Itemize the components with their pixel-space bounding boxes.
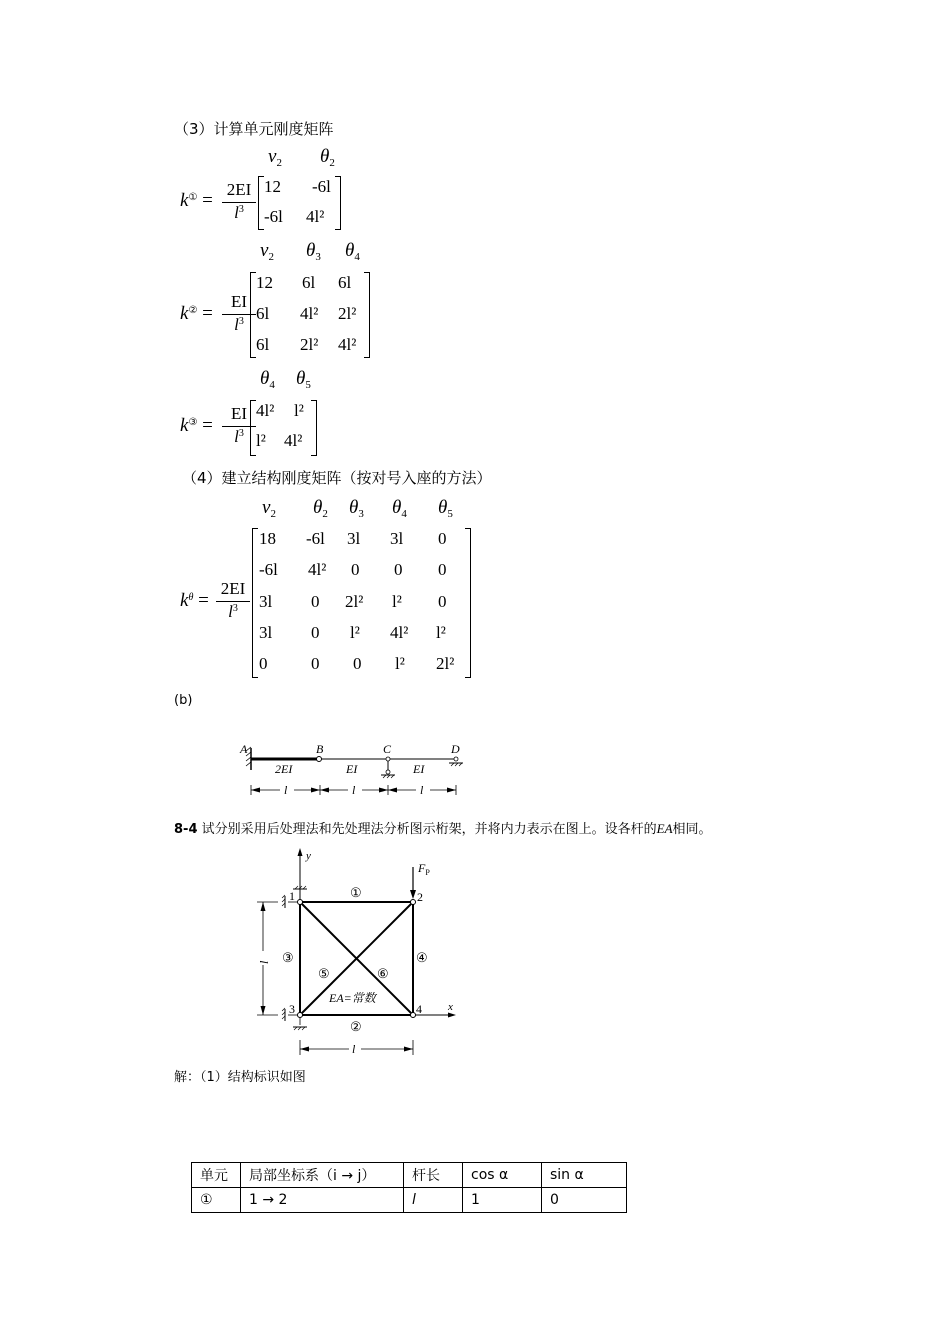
beam-diagram bbox=[230, 735, 480, 810]
m2-r1c2: 6l bbox=[302, 273, 316, 292]
m2-r3c2: 2l² bbox=[300, 335, 319, 354]
truss-ea-label: EA=常数 bbox=[329, 991, 376, 1005]
truss-member-3: ③ bbox=[282, 950, 294, 965]
beam-node-b: B bbox=[316, 742, 324, 756]
m3-col-theta4: $\theta_4$ bbox=[260, 368, 275, 391]
m4-cell: 0 bbox=[259, 654, 268, 673]
m3-r1c1: 4l² bbox=[256, 401, 275, 420]
m4-cell: l² bbox=[436, 623, 446, 642]
truss-node-4: 4 bbox=[416, 1002, 422, 1016]
truss-load: $F_P$ bbox=[418, 861, 430, 877]
truss-member-4: ④ bbox=[416, 950, 428, 965]
m4-cell: 0 bbox=[311, 623, 320, 642]
table-header-row bbox=[192, 1163, 627, 1188]
m2-lhs: k② = bbox=[180, 303, 213, 324]
m1-r1c1: 12 bbox=[264, 177, 281, 196]
m3-coef-num: EI bbox=[230, 404, 248, 423]
m4-cell: -6l bbox=[306, 529, 325, 548]
m4-cell: 0 bbox=[438, 529, 447, 548]
table-cell: 0 bbox=[542, 1188, 627, 1213]
m4-cell: 0 bbox=[351, 560, 360, 579]
beam-node-a: A bbox=[240, 742, 248, 756]
table-header: sin α bbox=[542, 1163, 627, 1188]
m4-cell: -6l bbox=[259, 560, 278, 579]
m4-cell: 0 bbox=[394, 560, 403, 579]
m3-r1c2: l² bbox=[294, 401, 304, 420]
beam-seg-ab: 2EI bbox=[275, 762, 293, 776]
problem-number: 8-4 bbox=[174, 822, 198, 837]
truss-node-2: 2 bbox=[417, 890, 423, 904]
beam-seg-cd: EI bbox=[413, 762, 425, 776]
m1-r2c2: 4l² bbox=[306, 207, 325, 226]
m4-col-theta3: $\theta_3$ bbox=[349, 497, 364, 520]
truss-member-1: ① bbox=[350, 885, 362, 900]
m1-coef-den: $l^3$ bbox=[234, 203, 244, 222]
m3-r2c1: l² bbox=[256, 431, 266, 450]
m4-cell: 2l² bbox=[436, 654, 455, 673]
table-header: cos α bbox=[463, 1163, 542, 1188]
m1-r2c1: -6l bbox=[264, 207, 283, 226]
m4-col-theta4: $\theta_4$ bbox=[392, 497, 407, 520]
m3-lhs: k③ = bbox=[180, 415, 213, 436]
m4-cell: 0 bbox=[353, 654, 362, 673]
m2-coef-den: $l^3$ bbox=[234, 315, 244, 334]
truss-member-6: ⑥ bbox=[377, 966, 389, 981]
m1-lhs: k① = bbox=[180, 190, 213, 211]
m4-coef-num: 2EI bbox=[220, 579, 246, 598]
m2-r2c2: 4l² bbox=[300, 304, 319, 323]
beam-dim-2: l bbox=[352, 783, 356, 797]
m4-coef-den: $l^3$ bbox=[228, 602, 238, 621]
m4-cell: 0 bbox=[438, 592, 447, 611]
table-header: 杆长 bbox=[404, 1163, 463, 1188]
m2-coef-num: EI bbox=[230, 292, 248, 311]
beam-dim-3: l bbox=[420, 783, 424, 797]
m4-cell: 3l bbox=[259, 592, 273, 611]
m2-col-v2: $v_2$ bbox=[260, 240, 274, 263]
m4-cell: 4l² bbox=[390, 623, 409, 642]
beam-seg-bc: EI bbox=[346, 762, 358, 776]
m2-col-theta4: $\theta_4$ bbox=[345, 240, 360, 263]
step3-heading: （3）计算单元刚度矩阵 bbox=[174, 120, 334, 138]
m4-lhs: $k^\theta$ = bbox=[180, 590, 209, 611]
table-cell: ① bbox=[192, 1188, 241, 1213]
table-header: 单元 bbox=[192, 1163, 241, 1188]
m1-col-theta2: $\theta_2$ bbox=[320, 146, 335, 169]
truss-member-2: ② bbox=[350, 1019, 362, 1034]
table-row bbox=[192, 1188, 627, 1213]
truss-dim-horizontal: l bbox=[352, 1042, 356, 1056]
m4-cell: l² bbox=[392, 592, 402, 611]
truss-diagram bbox=[248, 845, 468, 1060]
m4-cell: 0 bbox=[311, 654, 320, 673]
step4-heading: （4）建立结构刚度矩阵（按对号入座的方法） bbox=[182, 469, 492, 487]
m4-col-theta2: $\theta_2$ bbox=[313, 497, 328, 520]
table-cell: 1 → 2 bbox=[241, 1188, 404, 1213]
m2-r2c1: 6l bbox=[256, 304, 270, 323]
m4-cell: 4l² bbox=[308, 560, 327, 579]
m4-cell: 3l bbox=[347, 529, 361, 548]
truss-axis-y: y bbox=[306, 850, 311, 862]
m4-cell: 2l² bbox=[345, 592, 364, 611]
m4-cell: 3l bbox=[259, 623, 273, 642]
m4-cell: l² bbox=[350, 623, 360, 642]
m3-coef-den: $l^3$ bbox=[234, 427, 244, 446]
beam-node-c: C bbox=[383, 742, 392, 756]
truss-member-5: ⑤ bbox=[318, 966, 330, 981]
m4-col-theta5: $\theta_5$ bbox=[438, 497, 453, 520]
m2-r3c1: 6l bbox=[256, 335, 270, 354]
m1-r1c2: -6l bbox=[312, 177, 331, 196]
table-header: 局部坐标系（i → j） bbox=[241, 1163, 404, 1188]
table-cell: 1 bbox=[463, 1188, 542, 1213]
truss-node-3: 3 bbox=[289, 1002, 295, 1016]
m4-cell: 0 bbox=[311, 592, 320, 611]
m2-r1c1: 12 bbox=[256, 273, 273, 292]
m4-cell: 3l bbox=[390, 529, 404, 548]
solution-heading: 解：（1）结构标识如图 bbox=[174, 1070, 306, 1085]
m1-col-v2: $v_2$ bbox=[268, 146, 282, 169]
truss-dim-vertical: l bbox=[257, 960, 271, 964]
m3-col-theta5: $\theta_5$ bbox=[296, 368, 311, 391]
m4-cell: 0 bbox=[438, 560, 447, 579]
m2-r3c3: 4l² bbox=[338, 335, 357, 354]
m3-r2c2: 4l² bbox=[284, 431, 303, 450]
table-cell: l bbox=[404, 1188, 463, 1213]
m2-r2c3: 2l² bbox=[338, 304, 357, 323]
truss-axis-x: x bbox=[448, 1001, 453, 1013]
m2-col-theta3: $\theta_3$ bbox=[306, 240, 321, 263]
m2-r1c3: 6l bbox=[338, 273, 352, 292]
m4-col-v2: $v_2$ bbox=[262, 497, 276, 520]
m4-cell: l² bbox=[395, 654, 405, 673]
beam-dim-1: l bbox=[284, 783, 288, 797]
problem-statement: 8-4 试分别采用后处理法和先处理法分析图示桁架，并将内力表示在图上。设各杆的EA相同。 bbox=[174, 821, 712, 837]
part-b-label: (b) bbox=[174, 693, 193, 708]
m4-cell: 18 bbox=[259, 529, 276, 548]
beam-node-d: D bbox=[451, 742, 460, 756]
m1-coef-num: 2EI bbox=[226, 180, 252, 199]
truss-node-1: 1 bbox=[289, 889, 295, 903]
element-table bbox=[191, 1162, 627, 1213]
